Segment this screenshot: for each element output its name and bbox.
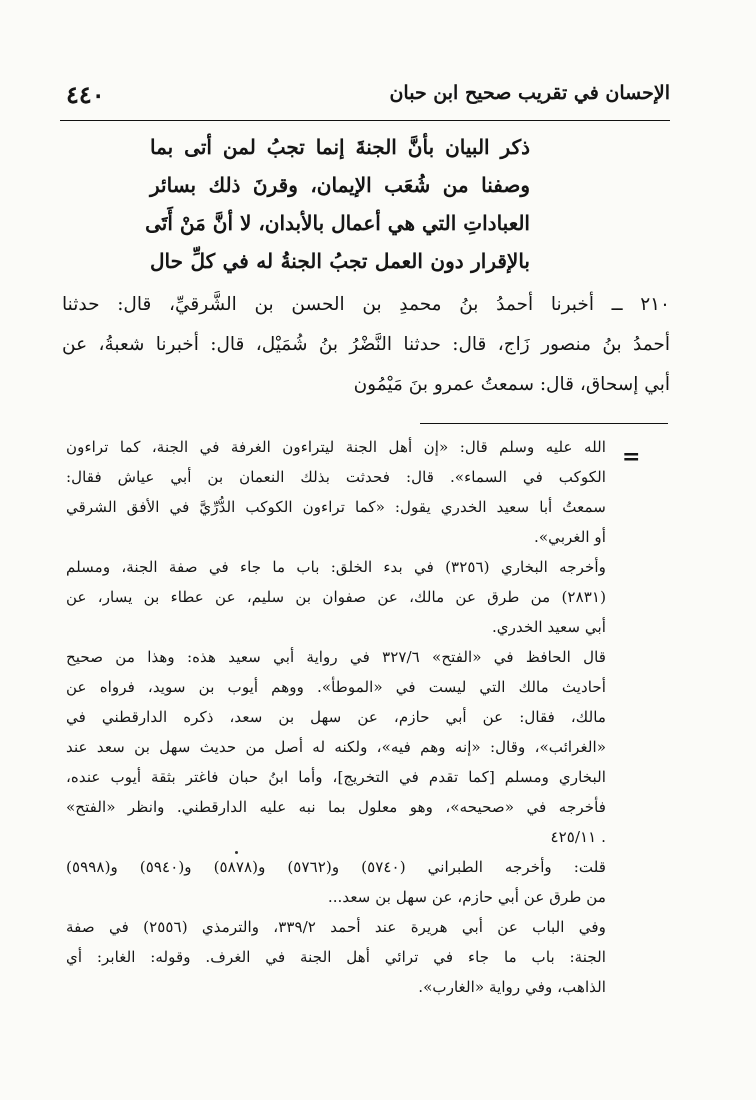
chapter-heading bbox=[145, 128, 530, 280]
footnote-line: سمعتُ أبا سعيد الخدري يقول: «كما تراءون الكوكب الدُّرِّيَّ في الأفق الشرقي bbox=[66, 498, 606, 516]
hadith-line: أبي إسحاق، قال: سمعتُ عمرو بنَ مَيْمُون bbox=[353, 374, 670, 395]
footnote-line: الكوكب في السماء». قال: فحدثت بذلك النعمان بن أبي عياش فقال: bbox=[66, 468, 606, 486]
footnote-line: فأخرجه في «صحيحه»، وهو معلول بما نبه عليه الدارقطني. وانظر «الفتح» bbox=[66, 798, 606, 816]
chapter-heading-line: العباداتِ التي هي أعمال بالأبدان، لا أنَّ مَنْ أَتَى bbox=[145, 211, 530, 235]
footnote-line: من طرق عن أبي حازم، عن سهل بن سعد... bbox=[327, 888, 606, 906]
book-title: الإحسان في تقريب صحيح ابن حبان bbox=[389, 82, 670, 104]
footnote-line: الذاهب، وفي رواية «الغارب». bbox=[418, 978, 606, 996]
footnote-separator bbox=[420, 423, 668, 424]
footnote-line: البخاري ومسلم [كما تقدم في التخريج]، وأما ابنُ حبان فاغتر بثقة أيوب عنده، bbox=[66, 768, 606, 786]
header-rule bbox=[60, 120, 670, 121]
footnotes bbox=[66, 432, 606, 1002]
hadith-line: ٢١٠ ــ أخبرنا أحمدُ بنُ محمدِ بن الحسن بن الشَّرقيِّ، قال: حدثنا bbox=[62, 294, 670, 315]
footnote-line: وفي الباب عن أبي هريرة عند أحمد ٣٣٩/٢، والترمذي (٢٥٥٦) في صفة bbox=[66, 918, 606, 936]
running-header bbox=[60, 82, 670, 116]
chapter-heading-line: ذكر البيان بأنَّ الجنةَ إنما تجبُ لمن أتى بما bbox=[150, 135, 530, 159]
footnote-line: الله عليه وسلم قال: «إن أهل الجنة ليتراءون الغرفة في الجنة، كما تراءون bbox=[66, 438, 606, 456]
footnote-line: قلت: وأخرجه الطبراني (٥٧٤٠) و(٥٧٦٢) و(٥٨٧٨) و(٥٩٤٠) و(٥٩٩٨) bbox=[66, 858, 607, 876]
footnote-line: أو الغربي». bbox=[534, 528, 606, 546]
hadith-text bbox=[62, 285, 670, 405]
footnote-line: أحاديث مالك التي ليست في «الموطأ». ووهم أيوب بن سويد، فرواه عن bbox=[66, 678, 606, 696]
footnote-continuation-marker: = bbox=[622, 444, 641, 470]
footnote-line: وأخرجه البخاري (٣٢٥٦) في بدء الخلق: باب ما جاء في صفة الجنة، ومسلم bbox=[66, 558, 606, 576]
footnote-line: . ٤٢٥/١١ bbox=[550, 828, 606, 846]
footnote-line: أبي سعيد الخدري. bbox=[491, 618, 606, 636]
footnote-line: «الغرائب»، وقال: «إنه وهم فيه»، ولكنه له أصل من حديث سهل بن سعد عند bbox=[66, 738, 606, 756]
hadith-line: أحمدُ بنُ منصور زَاج، قال: حدثنا النَّضْرُ بنُ شُمَيْل، قال: أخبرنا شعبةُ، عن bbox=[62, 334, 670, 355]
chapter-heading-line: بالإقرار دون العمل تجبُ الجنةُ له في كلِّ حال bbox=[150, 249, 530, 273]
footnote-line: قال الحافظ في «الفتح» ٣٢٧/٦ في رواية أبي سعيد هذه: وهذا من صحيح bbox=[66, 648, 607, 666]
footnote-line: مالك، فقال: عن أبي حازم، عن سهل بن سعد، ذكره الدارقطني في bbox=[66, 708, 606, 726]
footnote-line: (٢٨٣١) من طرق عن مالك، عن صفوان بن سليم، عن عطاء بن يسار، عن bbox=[66, 588, 606, 606]
chapter-heading-line: وصفنا من شُعَب الإيمان، وقرنَ ذلك بسائر bbox=[150, 173, 530, 197]
footnote-line: الجنة: باب ما جاء في ترائي أهل الجنة في الغرف. وقوله: الغابر: أي bbox=[66, 948, 606, 966]
print-speck bbox=[235, 851, 238, 854]
page-number: ٤٤٠ bbox=[66, 80, 105, 109]
